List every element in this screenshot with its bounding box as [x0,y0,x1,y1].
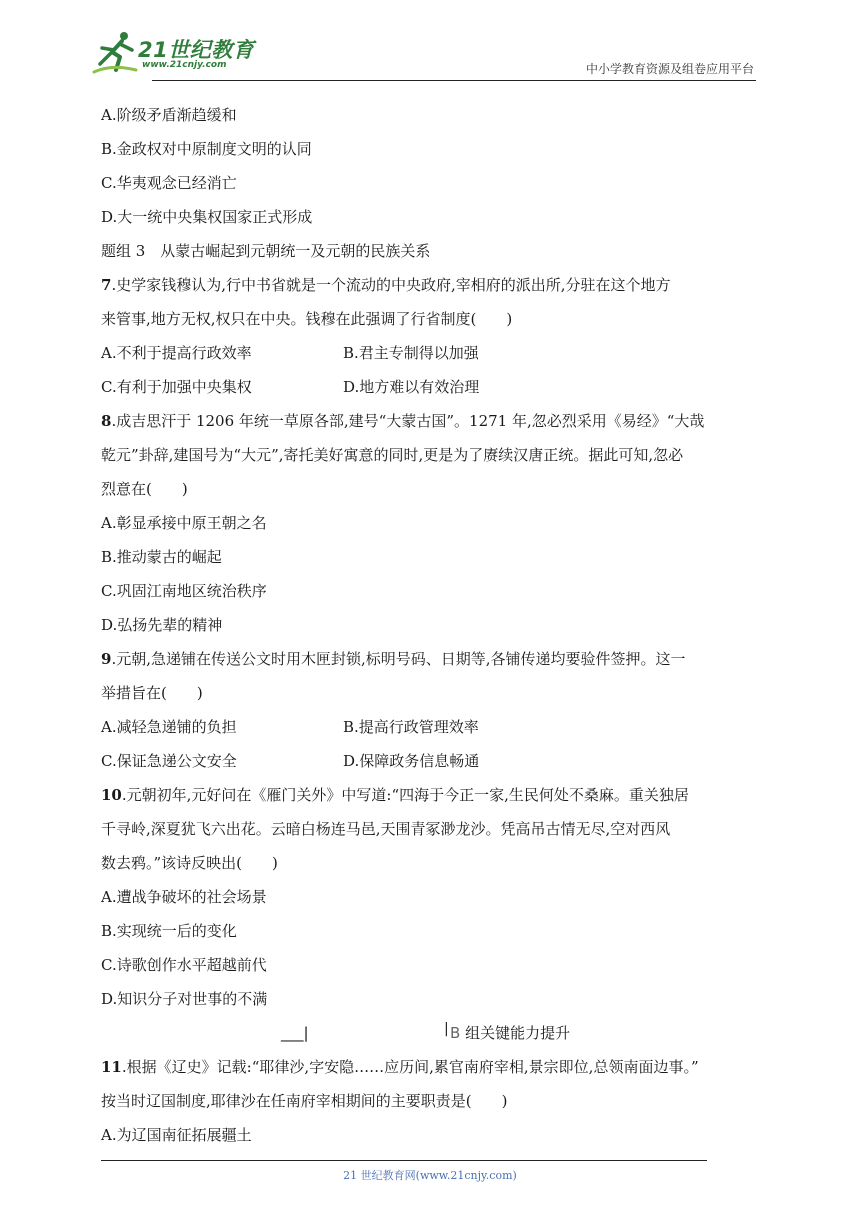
option-c: C.保证急递公文安全 [101,752,237,770]
option-a: A.为辽国南征拓展疆土 [101,1126,252,1144]
question-text: 来管事,地方无权,权只在中央。钱穆在此强调了行省制度( ) [101,310,513,328]
question-text: 按当时辽国制度,耶律沙在任南府宰相期间的主要职责是( ) [101,1092,508,1110]
page-header [0,0,860,80]
option-d: D.地方难以有效治理 [343,378,480,396]
option-d: D.弘扬先辈的精神 [101,616,223,634]
question-10-line [101,778,769,812]
section-dash: ___| [281,1024,309,1042]
header-divider [152,80,756,81]
question-number: 7 [101,276,112,294]
option-b: B.提高行政管理效率 [343,718,479,736]
question-7-line [101,268,769,302]
options-row [101,370,769,404]
platform-tagline: 中小学教育资源及组卷应用平台 [585,62,754,76]
logo-url-text: www.21cnjy.com [142,60,227,70]
question-11-line [101,1050,769,1084]
question-text: .元朝初年,元好问在《雁门关外》中写道:“四海于今正一家,生民何处不桑麻。重关独居 [121,786,689,804]
question-number: 8 [101,412,112,430]
option-a: A.彰显承接中原王朝之名 [101,514,267,532]
question-text: .元朝,急递铺在传送公文时用木匣封锁,标明号码、日期等,各铺传递均要验件签押。这一 [111,650,686,668]
option-b: B.君主专制得以加强 [343,344,479,362]
option-d: D.知识分子对世事的不满 [101,990,268,1008]
footer-divider [101,1160,707,1161]
footer-source[interactable]: 21 世纪教育网(www.21cnjy.com) [343,1169,517,1182]
options-row [101,710,769,744]
runner-logo-icon [92,30,138,74]
option-a: A.不利于提高行政效率 [101,344,252,362]
site-logo[interactable] [92,30,262,80]
question-text: .成吉思汗于 1206 年统一草原各部,建号“大蒙古国”。1271 年,忽必烈采用《易经》“大哉 [111,412,705,430]
option-c: C.有利于加强中央集权 [101,378,252,396]
question-content [101,98,769,1152]
group-heading: 题组 3 从蒙古崛起到元朝统一及元朝的民族关系 [101,242,431,260]
option-line: B.金政权对中原制度文明的认同 [101,140,312,158]
question-text: 举措旨在( ) [101,684,203,702]
question-text: 烈意在( ) [101,480,188,498]
question-text: 乾元”卦辞,建国号为“大元”,寄托美好寓意的同时,更是为了赓续汉唐正统。据此可知,忽必 [101,446,684,464]
option-a: A.减轻急递铺的负担 [101,718,237,736]
option-c: C.诗歌创作水平超越前代 [101,956,267,974]
question-number: 10 [101,786,122,804]
option-line: C.华夷观念已经消亡 [101,174,237,192]
option-d: D.保障政务信息畅通 [343,752,480,770]
option-b: B.推动蒙古的崛起 [101,548,222,566]
option-c: C.巩固江南地区统治秩序 [101,582,267,600]
options-row [101,336,769,370]
option-a: A.遭战争破坏的社会场景 [101,888,267,906]
logo-brand-text: 21世纪教育 [138,38,255,62]
option-line: D.大一统中央集权国家正式形成 [101,208,313,226]
question-number: 11 [101,1058,122,1076]
option-line: A.阶级矛盾渐趋缓和 [101,106,237,124]
section-marker: | [444,1021,449,1037]
option-b: B.实现统一后的变化 [101,922,237,940]
question-text: .史学家钱穆认为,行中书省就是一个流动的中央政府,宰相府的派出所,分驻在这个地方 [111,276,671,294]
question-text: 数去鸦。”该诗反映出( ) [101,854,278,872]
section-title: B 组关键能力提升 [450,1024,571,1042]
question-number: 9 [101,650,112,668]
question-8-line [101,404,769,438]
question-9-line [101,642,769,676]
question-text: .根据《辽史》记载:“耶律沙,字安隐……应历间,累官南府宰相,景宗即位,总领南面边事。” [121,1058,699,1076]
question-text: 千寻岭,深夏犹飞六出花。云暗白杨连马邑,天围青冢渺龙沙。凭高吊古情无尽,空对西风 [101,820,671,838]
section-b-heading [101,1016,769,1050]
options-row [101,744,769,778]
